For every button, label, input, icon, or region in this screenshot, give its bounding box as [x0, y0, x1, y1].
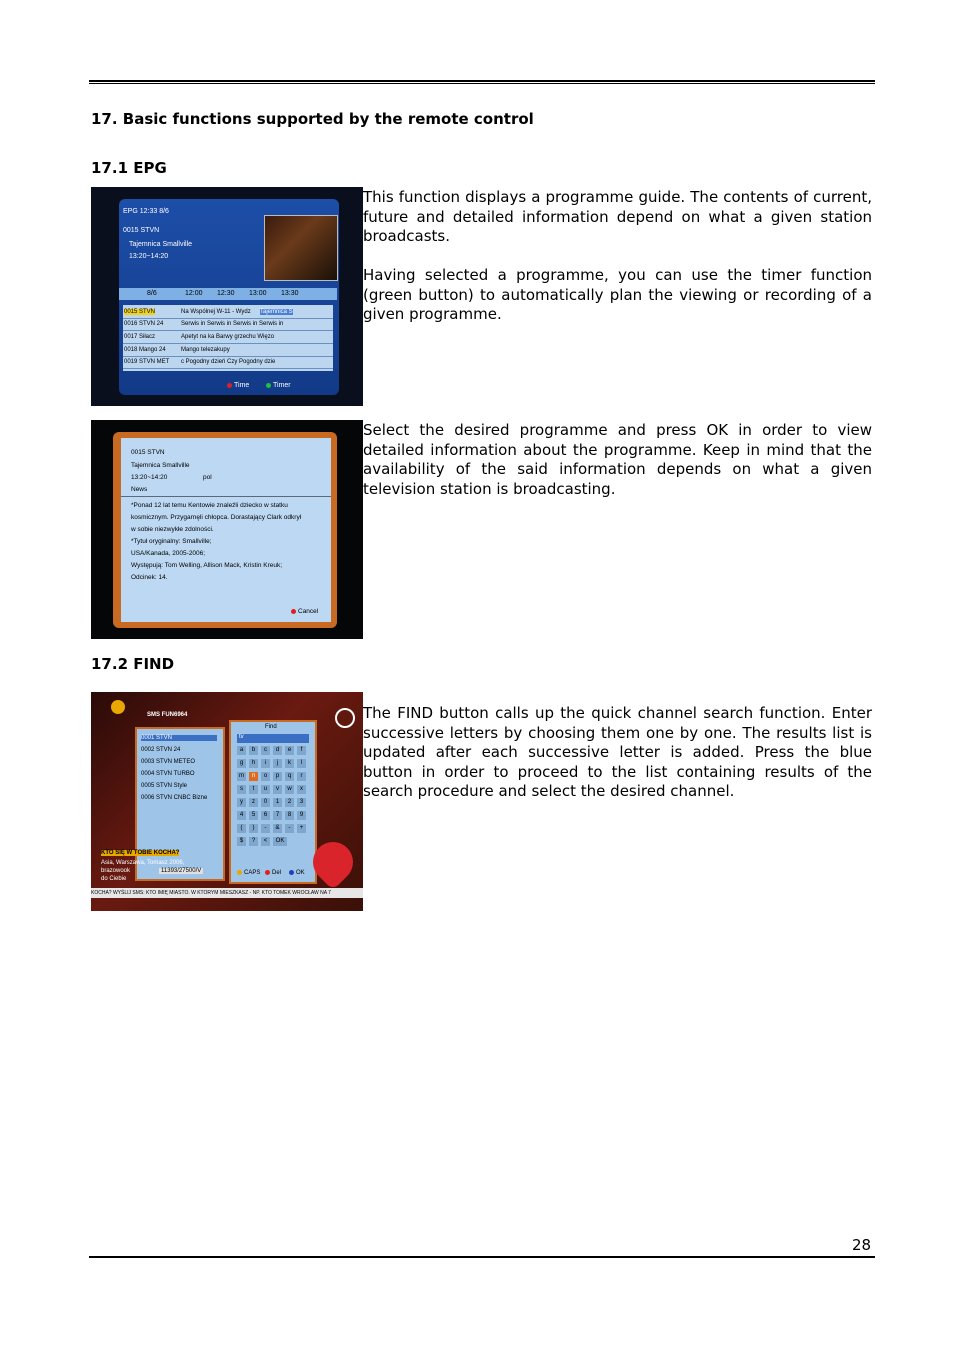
key-3[interactable]: d	[273, 746, 282, 755]
time-button-label: Time	[234, 382, 250, 389]
key-10[interactable]: k	[285, 759, 294, 768]
list-item[interactable]: 0002 STVN 24	[141, 747, 181, 753]
timeline-tick: 13:00	[249, 290, 267, 297]
key-38[interactable]: -	[261, 824, 270, 833]
footer-rule	[89, 1256, 875, 1258]
tv-logo-icon	[335, 708, 355, 728]
key-5[interactable]: f	[297, 746, 306, 755]
epg-paragraph-3: Select the desired programme and press OK in order to view detailed information about the programme. Keep in mind that the availability of the said information depends on what a given television station is broadcasting.	[363, 421, 872, 498]
header-rule-thin	[89, 83, 875, 84]
find-description	[363, 704, 872, 821]
channel-logo-icon	[111, 700, 125, 714]
section-title: 17. Basic functions supported by the remote control	[91, 110, 534, 128]
find-title: Find	[265, 724, 277, 730]
timer-button-label: Timer	[273, 382, 291, 389]
info-line: kosmicznym. Przygarnęli chłopca. Dorastający Clark odkrył	[131, 514, 302, 521]
key-29[interactable]: 3	[297, 798, 306, 807]
key-33[interactable]: 7	[273, 811, 282, 820]
key-15[interactable]: p	[273, 772, 282, 781]
epg-programme: Tajemnica Smallville	[129, 241, 193, 248]
caps-button[interactable]	[237, 870, 260, 876]
row-channel: 0016 STVN 24	[124, 321, 164, 327]
promo-line: brazowook	[101, 868, 131, 874]
epg-info-description	[363, 421, 872, 519]
epg-header: EPG 12:33 8/6	[123, 208, 169, 215]
row-channel: 0018 Mango 24	[124, 347, 166, 353]
key-14[interactable]: o	[261, 772, 270, 781]
promo-line: Asia, Warszawa, Tomasz 2006,	[101, 860, 185, 866]
results-list[interactable]	[135, 727, 225, 881]
key-31[interactable]: 5	[249, 811, 258, 820]
key-39[interactable]: &	[273, 824, 282, 833]
key-41[interactable]: +	[297, 824, 306, 833]
caps-label: CAPS	[244, 870, 261, 877]
key-17[interactable]: r	[297, 772, 306, 781]
key-27[interactable]: 1	[273, 798, 282, 807]
row-programme: c Pogodny dzień Czy Pogodny dzie	[181, 359, 276, 365]
key-1[interactable]: b	[249, 746, 258, 755]
key-43[interactable]: ?	[249, 837, 258, 846]
time-button[interactable]	[227, 382, 249, 389]
row-channel: 0017 Siłacz	[124, 334, 156, 340]
key-24[interactable]: y	[237, 798, 246, 807]
key-40[interactable]: -	[285, 824, 294, 833]
timeline-tick: 12:30	[217, 290, 235, 297]
del-button[interactable]	[265, 870, 281, 876]
info-separator	[121, 496, 331, 497]
info-line: Odcinek: 14.	[131, 574, 168, 581]
del-label: Del	[272, 870, 282, 877]
row-selected-programme: Tajemnica S	[260, 309, 293, 315]
header-rule	[89, 80, 875, 82]
epg-preview-thumbnail	[264, 215, 338, 281]
key-32[interactable]: 6	[261, 811, 270, 820]
key-9[interactable]: j	[273, 759, 282, 768]
timeline-tick: 13:30	[281, 290, 299, 297]
list-item[interactable]: 0006 STVN CNBC Bizne	[141, 795, 208, 801]
table-row[interactable]	[123, 319, 333, 331]
key-11[interactable]: l	[297, 759, 306, 768]
info-category: News	[131, 486, 148, 493]
key-34[interactable]: 8	[285, 811, 294, 820]
list-item[interactable]: 0005 STVN Style	[141, 783, 188, 789]
epg-timeline	[119, 288, 337, 300]
key-26[interactable]: 0	[261, 798, 270, 807]
row-programme: Serwis in Serwis in Serwis in Serwis in	[181, 321, 284, 327]
key-28[interactable]: 2	[285, 798, 294, 807]
epg-description	[363, 188, 872, 344]
green-dot-icon	[266, 383, 271, 388]
key-7[interactable]: h	[249, 759, 258, 768]
key-36[interactable]: (	[237, 824, 246, 833]
blue-dot-icon	[289, 870, 294, 875]
key-20[interactable]: u	[261, 785, 270, 794]
table-row[interactable]	[123, 307, 333, 319]
key-8[interactable]: i	[261, 759, 270, 768]
find-screenshot	[91, 692, 363, 911]
key-37[interactable]: )	[249, 824, 258, 833]
key-19[interactable]: t	[249, 785, 258, 794]
key-45[interactable]: OK	[273, 837, 287, 846]
key-13[interactable]: n	[249, 772, 258, 781]
list-item[interactable]: 0001 STVN	[141, 735, 217, 741]
red-dot-icon	[265, 870, 270, 875]
row-programme: Na Wspólnej W-11 - Wydz	[181, 309, 251, 315]
ok-label: OK	[296, 870, 305, 877]
key-44[interactable]: <	[261, 837, 270, 846]
key-16[interactable]: q	[285, 772, 294, 781]
sms-banner: SMS FUN6964	[147, 712, 188, 718]
epg-heading: 17.1 EPG	[91, 159, 167, 177]
info-line: USA/Kanada, 2005-2006;	[131, 550, 206, 557]
info-line: w sobie niezwykłe zdolności.	[131, 526, 214, 533]
info-line: Występują: Tom Welling, Allison Mack, Kristin Kreuk;	[131, 562, 283, 569]
red-dot-icon	[227, 383, 232, 388]
epg-paragraph-2: Having selected a programme, you can use the timer function (green button) to automatically plan the viewing or recording of a given programme.	[363, 266, 872, 323]
red-dot-icon	[291, 609, 296, 614]
row-channel: 0015 STVN	[124, 309, 156, 315]
key-42[interactable]: $	[237, 837, 246, 846]
promo-title: KTO SIĘ W TOBIE KOCHA?	[101, 850, 180, 856]
find-paragraph: The FIND button calls up the quick channel search function. Enter successive letters by choosing them one by one. The results list is updated after each successive letter is added. Press the blue button in order to proceed to the list containing results of the search procedure and select the desired channel.	[363, 704, 872, 800]
find-heading: 17.2 FIND	[91, 655, 175, 673]
ok-button[interactable]	[289, 870, 305, 876]
info-programme: Tajemnica Smallville	[131, 462, 190, 469]
epg-screenshot	[91, 187, 363, 406]
epg-paragraph-1: This function displays a programme guide. The contents of current, future and detailed information depend on what a given station broadcasts.	[363, 188, 872, 245]
frequency-readout: 11393/27500/V	[161, 868, 202, 874]
table-row[interactable]	[123, 357, 333, 369]
timer-button[interactable]	[266, 382, 291, 389]
info-channel: 0015 STVN	[131, 449, 165, 456]
key-35[interactable]: 9	[297, 811, 306, 820]
key-0[interactable]: a	[237, 746, 246, 755]
key-22[interactable]: w	[285, 785, 294, 794]
key-30[interactable]: 4	[237, 811, 246, 820]
key-25[interactable]: z	[249, 798, 258, 807]
row-programme: Apetyt na ka Barwy grzechu Więzo	[181, 334, 275, 340]
news-ticker: KOCHA? WYŚLIJ SMS: KTO IMIĘ MIASTO. W KTORYM MIESZKASZ - NP. KTO TOMEK WROCŁAW NA 7	[91, 888, 363, 898]
epg-info-screenshot	[91, 420, 363, 639]
row-programme: Mango telezakupy	[181, 347, 230, 353]
timeline-date: 8/6	[147, 290, 157, 297]
yellow-dot-icon	[237, 870, 242, 875]
epg-time: 13:20~14:20	[129, 253, 169, 260]
key-23[interactable]: x	[297, 785, 306, 794]
info-line: *Ponad 12 lat temu Kentowie znaleźli dziecko w statku	[131, 502, 288, 509]
key-21[interactable]: v	[273, 785, 282, 794]
info-line: *Tytuł oryginalny: Smallville;	[131, 538, 212, 545]
cancel-button[interactable]	[291, 608, 318, 615]
list-item[interactable]: 0003 STVN METEO	[141, 759, 196, 765]
timeline-tick: 12:00	[185, 290, 203, 297]
table-row[interactable]	[123, 345, 333, 357]
epg-grid[interactable]	[123, 305, 333, 371]
key-4[interactable]: e	[285, 746, 294, 755]
promo-line: do Ciebie	[101, 876, 127, 882]
list-item[interactable]: 0004 STVN TURBO	[141, 771, 195, 777]
epg-channel: 0015 STVN	[123, 227, 160, 234]
key-2[interactable]: c	[261, 746, 270, 755]
info-language: pol	[203, 474, 212, 481]
page-number: 28	[852, 1236, 872, 1254]
search-input[interactable]: tv	[237, 734, 309, 743]
key-6[interactable]: g	[237, 759, 246, 768]
info-time: 13:20~14:20	[131, 474, 168, 481]
row-channel: 0019 STVN MET	[124, 359, 170, 365]
cancel-button-label: Cancel	[298, 608, 319, 615]
table-row[interactable]	[123, 332, 333, 344]
key-12[interactable]: m	[239, 773, 244, 779]
key-18[interactable]: s	[237, 785, 246, 794]
find-keyboard	[229, 720, 317, 884]
